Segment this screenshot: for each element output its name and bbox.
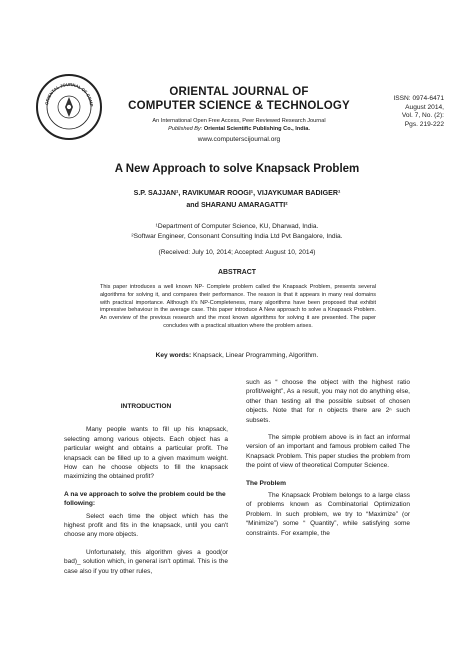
- published-by-label: Published By:: [168, 126, 203, 132]
- issue-date: August 2014,: [405, 103, 444, 111]
- issn-block: [362, 95, 444, 129]
- journal-subtitle: An International Open Free Access, Peer Reviewed Research Journal: [152, 118, 326, 124]
- svg-text:ORIENTAL JOURNAL OF COMPUTER S: ORIENTAL JOURNAL OF COMP: [44, 81, 95, 107]
- intro-paragraph-2: Select each time the object which has the highest profit and fits in the knapsack, until you can't choose any more objects.: [64, 512, 228, 539]
- right-paragraph-2: The simple problem above is in fact an informal version of an important and famous problem called The Knapsack Problem. This paper studies the problem from the point of view of theoretical Computer Science.: [246, 434, 410, 470]
- journal-subtitle-block: [122, 117, 356, 133]
- affiliation-2: ²Softwar Engineer, Consonant Consulting India Ltd Pvt Bangalore, India.: [131, 233, 343, 240]
- journal-title-line2: COMPUTER SCIENCE & TECHNOLOGY: [128, 100, 350, 112]
- author-list: [0, 187, 474, 211]
- affiliations: [0, 222, 474, 242]
- keywords-line: [0, 352, 474, 359]
- abstract-heading: ABSTRACT: [218, 269, 256, 276]
- subheading-the-problem: The Problem: [246, 479, 286, 487]
- intro-paragraph-1: Many people wants to fill up his knapsack, selecting among various objects. Each object has a particular weight and obtains a particular profit. The knapsack can be filled up to a given maximum weight. How can he choose objects to fill the knapsack maximizing the obtained profit?: [64, 426, 228, 481]
- left-column: [64, 378, 228, 584]
- page-range: Pgs. 219-222: [404, 120, 444, 128]
- intro-paragraph-3: Unfortunately, this algorithm gives a good(or bad)_ solution which, in general isn't optimal. This is the case also if you try other rules,: [64, 548, 228, 575]
- subheading-naive-approach: A na ve approach to solve the problem could be the following:: [64, 490, 226, 508]
- authors-line1: S.P. SAJJAN¹, RAVIKUMAR ROOGI¹, VIJAYKUMAR BADIGER¹: [133, 189, 341, 197]
- seal-graphic: [38, 76, 100, 138]
- abstract-text: This paper introduces a well known NP- Complete problem called the Knapsack Problem, presents several algorithms for solving it, and compares their performance. The reason is that it appears in many real domains with practical importance. Although it's NP-Completeness, many algorithms have been proposed that exhibit impressive behaviour in the average case. This paper introduce A New approach to solve a Knapsack Problem. An overview of the previous research and the most known algorithms for solving it are presented. The paper concludes with a practical situation where the problem arises.: [100, 284, 376, 329]
- section-heading-introduction: INTRODUCTION: [120, 403, 172, 410]
- right-paragraph-3: The Knapsack Problem belongs to a large class of problems known as Combinatorial Optimization Problem. In such problem, we try to “Maximize” (or “Minimize”) some “ Quantity”, while satisfying some constraints. For example, the: [246, 492, 410, 537]
- received-dates: (Received: July 10, 2014; Accepted: August 10, 2014): [158, 249, 316, 256]
- publisher-name: Oriental Scientific Publishing Co., India.: [203, 126, 310, 132]
- affiliation-1: ¹Department of Computer Science, KU, Dharwad, India.: [155, 223, 319, 230]
- issn: ISSN: 0974-6471: [393, 95, 444, 102]
- right-column: [246, 378, 410, 546]
- publisher-line: [122, 125, 356, 133]
- keywords-value: Knapsack, Linear Programming, Algorithm.: [193, 352, 319, 359]
- journal-title-line1: ORIENTAL JOURNAL OF: [169, 86, 309, 98]
- journal-title: [126, 85, 352, 113]
- authors-line2: and SHARANU AMARAGATTI²: [186, 201, 288, 209]
- keywords-label: Key words:: [155, 352, 192, 359]
- journal-url[interactable]: www.computerscijournal.org: [197, 136, 281, 143]
- volume-number: Vol. 7, No. (2):: [401, 112, 444, 120]
- right-paragraph-1: such as “ choose the object with the highest ratio profit/weight”, As a result, you may not do anything else, other than testing all the possible subset of chosen objects. Note that for n objects there are 2ⁿ such subsets.: [246, 379, 410, 424]
- paper-title: A New Approach to solve Knapsack Problem: [114, 163, 360, 175]
- journal-seal-logo: [36, 74, 102, 140]
